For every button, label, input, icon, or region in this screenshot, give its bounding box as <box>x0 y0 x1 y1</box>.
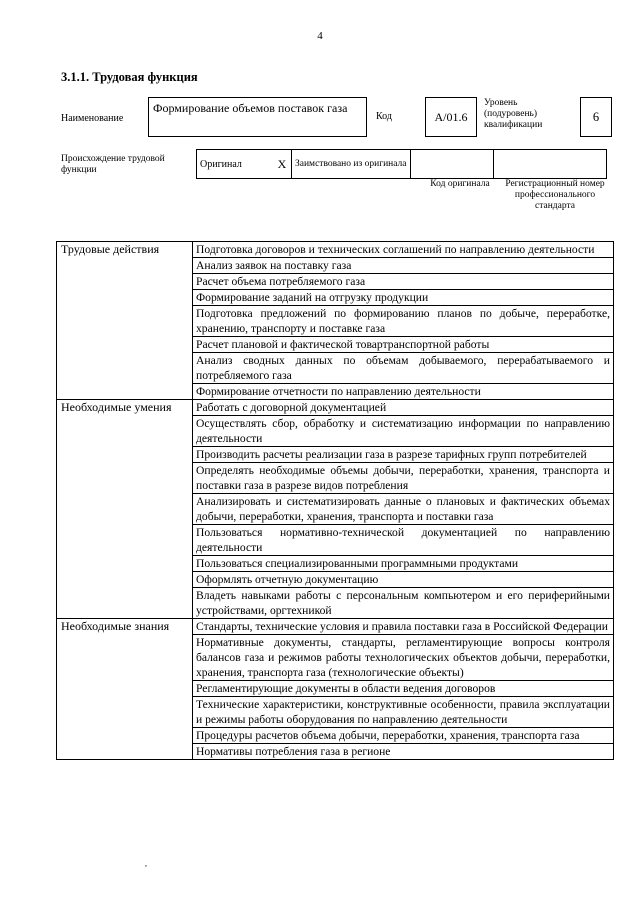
origin-table <box>196 149 607 179</box>
item-cell: Регламентирующие документы в области ведения договоров <box>193 681 614 697</box>
item-cell: Нормативные документы, стандарты, регламентирующие вопросы контроля балансов газа и режимов работы технологических объектов добычи, переработки, хранения, транспорта газа (технологические объекты) <box>193 635 614 681</box>
borrowed-label: Заимствовано из оригинала <box>292 150 411 179</box>
footer-mark: , <box>145 859 147 868</box>
level-label: Уровень (подуровень) квалификации <box>484 98 543 130</box>
original-mark: X <box>273 150 292 179</box>
item-cell: Работать с договорной документацией <box>193 400 614 416</box>
function-name-value: Формирование объемов поставок газа <box>148 97 367 137</box>
item-cell: Нормативы потребления газа в регионе <box>193 744 614 760</box>
table-row <box>57 242 614 258</box>
item-cell: Производить расчеты реализации газа в разрезе тарифных групп потребителей <box>193 447 614 463</box>
item-cell: Анализ заявок на поставку газа <box>193 258 614 274</box>
code-original-cell <box>411 150 494 179</box>
item-cell: Анализировать и систематизировать данные о плановых и фактических объемах добычи, переработки, хранения, транспорта и поставки газа <box>193 494 614 525</box>
table-row <box>57 619 614 635</box>
item-cell: Стандарты, технические условия и правила поставки газа в Российской Федерации <box>193 619 614 635</box>
item-cell: Расчет объема потребляемого газа <box>193 274 614 290</box>
item-cell: Оформлять отчетную документацию <box>193 572 614 588</box>
origin-label: Происхождение трудовой функции <box>61 154 165 175</box>
reg-number-cell <box>494 150 607 179</box>
item-cell: Пользоваться нормативно-технической документацией по направлению деятельности <box>193 525 614 556</box>
item-cell: Процедуры расчетов объема добычи, переработки, хранения, транспорта газа <box>193 728 614 744</box>
item-cell: Владеть навыками работы с персональным компьютером и его периферийными устройствами, оргтехникой <box>193 588 614 619</box>
item-cell: Расчет плановой и фактической товартранспортной работы <box>193 337 614 353</box>
item-cell: Формирование заданий на отгрузку продукции <box>193 290 614 306</box>
section-title: 3.1.1. Трудовая функция <box>61 70 198 84</box>
code-label: Код <box>376 111 392 122</box>
page-number: 4 <box>317 30 323 42</box>
reg-number-caption: Регистрационный номер профессионального стандарта <box>505 179 605 211</box>
level-value: 6 <box>580 97 612 137</box>
category-cell: Необходимые знания <box>57 619 193 760</box>
item-cell: Осуществлять сбор, обработку и систематизацию информации по направлению деятельности <box>193 416 614 447</box>
category-cell: Необходимые умения <box>57 400 193 619</box>
category-cell: Трудовые действия <box>57 242 193 400</box>
item-cell: Определять необходимые объемы добычи, переработки, хранения, транспорта и поставки газа в разрезе видов потребления <box>193 463 614 494</box>
table-row <box>57 400 614 416</box>
item-cell: Формирование отчетности по направлению деятельности <box>193 384 614 400</box>
item-cell: Подготовка предложений по формированию планов по добыче, переработке, хранению, транспорту и поставке газа <box>193 306 614 337</box>
item-cell: Подготовка договоров и технических соглашений по направлению деятельности <box>193 242 614 258</box>
code-value: А/01.6 <box>425 97 477 137</box>
code-original-caption: Код оригинала <box>430 179 490 189</box>
item-cell: Технические характеристики, конструктивные особенности, правила эксплуатации и режимы работы оборудования по направлению деятельности <box>193 697 614 728</box>
name-label: Наименование <box>61 113 124 124</box>
original-label: Оригинал <box>197 150 274 179</box>
item-cell: Пользоваться специализированными программными продуктами <box>193 556 614 572</box>
item-cell: Анализ сводных данных по объемам добываемого, перерабатываемого и потребляемого газа <box>193 353 614 384</box>
competency-table <box>56 241 614 760</box>
